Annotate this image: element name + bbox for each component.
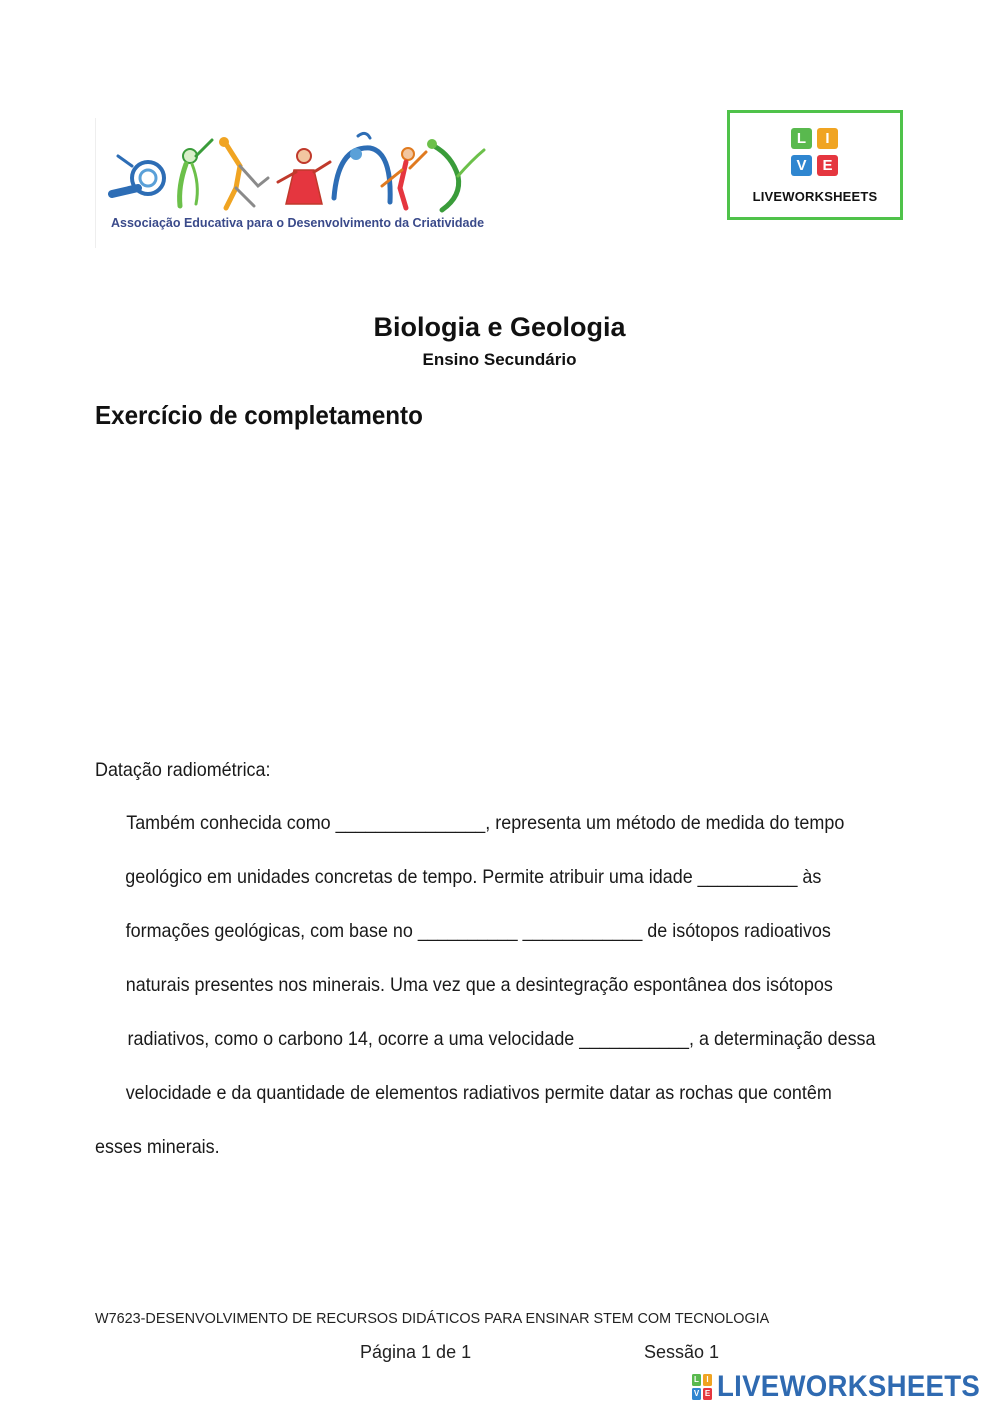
badge-letter-e: E [817,155,838,176]
text-line-5 [95,1028,902,1051]
text-line-1 [95,812,902,835]
text-line-3-content: formações geológicas, com base no __________ ____________ de isótopos radioativos [125,920,831,942]
badge-letter-i: I [817,128,838,149]
page-number: Página 1 de 1 [360,1342,472,1362]
brand-mark-e: E [704,1389,711,1398]
exercise-title: Exercício de completamento [95,400,423,430]
course-code: W7623-DESENVOLVIMENTO DE RECURSOS DIDÁTICOS PARA ENSINAR STEM COM TECNOLOGIA [95,1310,770,1327]
text-line-7 [95,1136,902,1159]
level-subtitle: Ensino Secundário [422,350,577,369]
brand-mark-icon [692,1374,712,1400]
brand-mark-l: L [692,1374,701,1386]
text-line-4 [95,974,902,997]
text-line-6 [95,1082,902,1105]
figure-orange [219,137,268,208]
brand-mark-i: I [703,1374,712,1386]
text-line-3 [95,920,902,943]
subject-title: Biologia e Geologia [373,312,626,342]
brand-wordmark[interactable]: LIVEWORKSHEETS [717,1370,981,1403]
association-name: Associação Educativa para o Desenvolvimento da Criatividade [111,216,485,230]
dancing-figures-illustration [108,126,488,216]
figure-blue-arch [334,133,390,202]
text-line-2-content: geológico em unidades concretas de tempo. Permite atribuir uma idade __________ às [125,866,822,888]
figure-green-swirl [427,139,484,210]
badge-letter-l: L [791,128,812,149]
session-label: Sessão 1 [644,1342,720,1362]
text-line-6-content: velocidade e da quantidade de elementos radiativos permite datar as rochas que contêm [125,1082,832,1104]
text-line-5-content: radiativos, como o carbono 14, ocorre a uma velocidade ___________, a determinação dessa [127,1028,876,1050]
badge-letter-v: V [791,155,812,176]
text-line-7-content: esses minerais. [95,1136,220,1158]
text-line-2 [95,866,902,889]
brand-mark-v: V [693,1389,700,1398]
liveworksheets-badge [727,110,903,220]
figure-red [278,149,330,204]
badge-word: LIVEWORKSHEETS [752,189,878,204]
text-line-4-content: naturais presentes nos minerais. Uma vez que a desintegração espontânea dos isótopos [125,974,833,996]
section-label: Datação radiométrica: [95,759,271,781]
figure-blue [112,156,164,194]
association-logo [95,118,496,248]
text-line-1-content: Também conhecida como _______________, representa um método de medida do tempo [126,812,845,834]
figure-green [180,140,212,206]
